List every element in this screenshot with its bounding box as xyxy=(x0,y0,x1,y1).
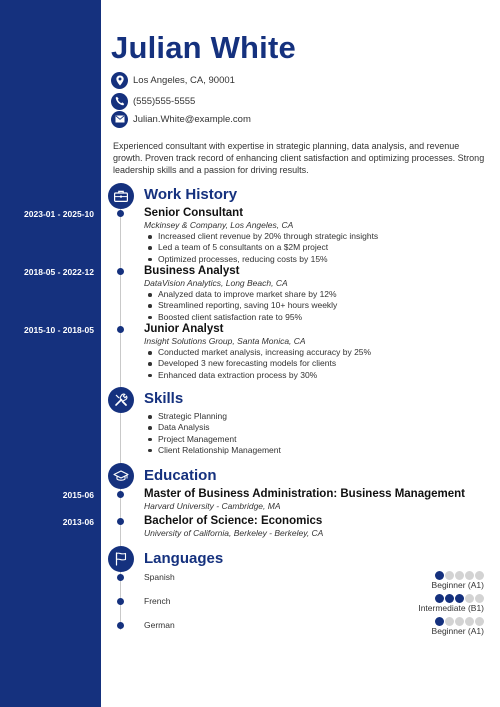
section-title-work-history: Work History xyxy=(144,186,238,203)
language-name: French xyxy=(144,596,171,606)
contact-address xyxy=(111,71,235,89)
job-dates: 2023-01 - 2025-10 xyxy=(24,209,94,219)
job-company: Insight Solutions Group, Santa Monica, CA xyxy=(144,336,306,346)
list-item: Project Management xyxy=(144,434,281,445)
job-company: Mckinsey & Company, Los Angeles, CA xyxy=(144,220,294,230)
proficiency-dots xyxy=(418,594,484,603)
section-title-languages: Languages xyxy=(144,550,224,567)
flag-icon xyxy=(108,546,134,572)
contact-phone xyxy=(111,92,195,110)
proficiency-dot-empty xyxy=(475,571,484,580)
language-proficiency xyxy=(432,571,484,591)
timeline-dot xyxy=(117,598,124,605)
proficiency-dot-filled xyxy=(455,594,464,603)
timeline-dot xyxy=(117,574,124,581)
proficiency-dots xyxy=(432,571,484,580)
job-company: DataVision Analytics, Long Beach, CA xyxy=(144,278,288,288)
proficiency-dot-empty xyxy=(445,617,454,626)
list-item: Developed 3 new forecasting models for clients xyxy=(144,358,489,369)
education-date: 2015-06 xyxy=(62,490,94,500)
degree-title: Bachelor of Science: Economics xyxy=(144,515,323,527)
list-item: Increased client revenue by 20% through strategic insights xyxy=(144,231,489,242)
proficiency-dot-empty xyxy=(465,617,474,626)
school-name: University of California, Berkeley - Berkeley, CA xyxy=(144,528,324,538)
timeline-dot xyxy=(117,622,124,629)
section-title-skills: Skills xyxy=(144,390,184,407)
degree-title: Master of Business Administration: Business Management xyxy=(144,488,466,500)
timeline-dot xyxy=(117,326,124,333)
proficiency-dot-filled xyxy=(435,617,444,626)
candidate-name: Julian White xyxy=(111,30,296,65)
job-title: Business Analyst xyxy=(144,265,240,277)
job-entry xyxy=(144,265,489,323)
list-item: Analyzed data to improve market share by 12% xyxy=(144,289,489,300)
contact-email[interactable] xyxy=(111,110,251,128)
proficiency-level: Beginner (A1) xyxy=(431,580,484,590)
language-name: Spanish xyxy=(144,572,175,582)
job-bullets xyxy=(144,289,489,323)
list-item: Optimized processes, reducing costs by 15% xyxy=(144,254,489,265)
proficiency-dot-filled xyxy=(435,594,444,603)
proficiency-dot-empty xyxy=(455,571,464,580)
list-item: Boosted client satisfaction rate to 95% xyxy=(144,312,489,323)
proficiency-dot-empty xyxy=(465,571,474,580)
language-name: German xyxy=(144,620,175,630)
skills-list xyxy=(144,411,281,456)
map-pin-icon xyxy=(111,72,128,89)
proficiency-level: Intermediate (B1) xyxy=(418,603,484,613)
email-link[interactable]: Julian.White@example.com xyxy=(133,113,251,125)
language-proficiency xyxy=(418,594,484,614)
address-text: Los Angeles, CA, 90001 xyxy=(133,74,235,86)
timeline-dot xyxy=(117,491,124,498)
job-bullets xyxy=(144,231,489,265)
proficiency-dot-empty xyxy=(475,617,484,626)
proficiency-dot-empty xyxy=(475,594,484,603)
job-title: Junior Analyst xyxy=(144,323,224,335)
timeline-dot xyxy=(117,518,124,525)
language-proficiency xyxy=(432,617,484,637)
proficiency-dots xyxy=(432,617,484,626)
job-entry xyxy=(144,323,489,381)
list-item: Led a team of 5 consultants on a $2M project xyxy=(144,242,489,253)
job-dates: 2018-05 - 2022-12 xyxy=(24,267,94,277)
briefcase-icon xyxy=(108,183,134,209)
education-date: 2013-06 xyxy=(62,517,94,527)
proficiency-dot-empty xyxy=(455,617,464,626)
list-item: Streamlined reporting, saving 10+ hours weekly xyxy=(144,300,489,311)
education-entry xyxy=(144,488,489,512)
section-title-education: Education xyxy=(144,467,217,484)
tools-icon xyxy=(108,387,134,413)
job-title: Senior Consultant xyxy=(144,207,244,219)
professional-summary: Experienced consultant with expertise in strategic planning, data analysis, and revenue growth. Proven track record of enhancing client satisfaction and optimizing processes. Strong leadership skills and a passion for driving results. xyxy=(113,141,485,176)
proficiency-dot-filled xyxy=(435,571,444,580)
school-name: Harvard University - Cambridge, MA xyxy=(144,501,281,511)
phone-text: (555)555-5555 xyxy=(133,95,196,107)
list-item: Conducted market analysis, increasing accuracy by 25% xyxy=(144,347,489,358)
list-item: Data Analysis xyxy=(144,422,281,433)
proficiency-dot-filled xyxy=(445,594,454,603)
job-dates: 2015-10 - 2018-05 xyxy=(24,325,94,335)
proficiency-dot-empty xyxy=(445,571,454,580)
list-item: Strategic Planning xyxy=(144,411,281,422)
proficiency-level: Beginner (A1) xyxy=(431,626,484,636)
list-item: Enhanced data extraction process by 30% xyxy=(144,370,489,381)
graduation-cap-icon xyxy=(108,463,134,489)
education-entry xyxy=(144,515,489,539)
job-bullets xyxy=(144,347,489,381)
proficiency-dot-empty xyxy=(465,594,474,603)
job-entry xyxy=(144,207,489,265)
envelope-icon xyxy=(111,111,128,128)
timeline-dot xyxy=(117,210,124,217)
timeline-dot xyxy=(117,268,124,275)
left-sidebar xyxy=(0,0,101,707)
list-item: Client Relationship Management xyxy=(144,445,281,456)
phone-icon xyxy=(111,93,128,110)
